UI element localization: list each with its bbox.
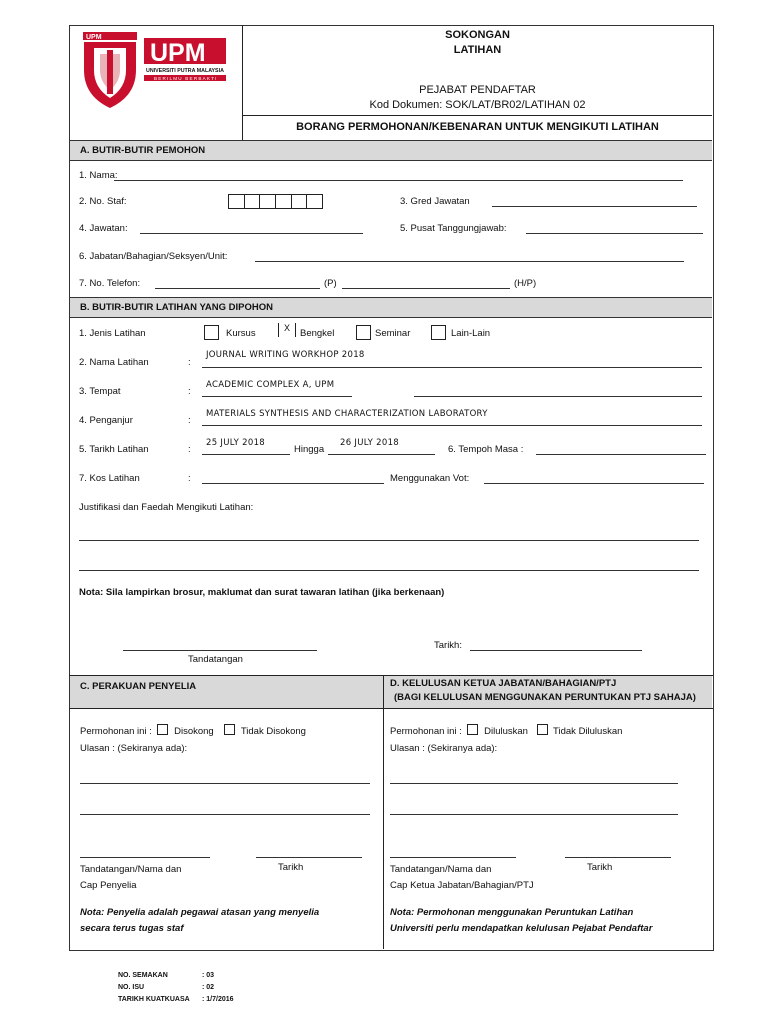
header-dept: PEJABAT PENDAFTAR [419, 84, 536, 96]
colon: : [188, 386, 191, 397]
svg-text:UNIVERSITI PUTRA MALAYSIA: UNIVERSITI PUTRA MALAYSIA [146, 68, 224, 74]
jawatan-label: 4. Jawatan: [79, 223, 128, 234]
tarikh-from-value: 25 JULY 2018 [206, 438, 265, 448]
c-sign-field[interactable] [80, 847, 210, 858]
lain-label: Lain-Lain [451, 328, 491, 339]
d-sign-label-2: Cap Ketua Jabatan/Bahagian/PTJ [390, 880, 534, 891]
tarikh2-label: Tarikh: [434, 640, 462, 651]
tandatangan-field[interactable] [123, 640, 317, 651]
c-disokong-checkbox[interactable] [157, 724, 168, 735]
hingga-label: Hingga [294, 444, 325, 455]
footer-isu-label: NO. ISU [118, 984, 145, 991]
cd-divider [383, 675, 384, 949]
tempat-label: 3. Tempat [79, 386, 121, 397]
gred-label: 3. Gred Jawatan [400, 196, 470, 207]
bengkel-label: Bengkel [300, 328, 335, 339]
form-title: BORANG PERMOHONAN/KEBENARAN UNTUK MENGIKUTI LATIHAN [296, 121, 659, 133]
svg-text:BERILMU BERBAKTI: BERILMU BERBAKTI [154, 76, 218, 81]
section-d-title-1: D. KELULUSAN KETUA JABATAN/BAHAGIAN/PTJ [390, 678, 617, 689]
no-staf-boxes[interactable] [228, 194, 323, 209]
header-hline [242, 115, 712, 116]
footer-semakan-label: NO. SEMAKAN [118, 972, 168, 979]
header-line1: SOKONGAN [445, 29, 510, 41]
svg-text:UPM: UPM [86, 34, 102, 41]
d-permohonan-label: Permohonan ini : [390, 726, 462, 737]
justifikasi-line-1[interactable] [79, 530, 699, 541]
c-ulasan-label: Ulasan : (Sekiranya ada): [80, 743, 188, 754]
kursus-checkbox[interactable] [204, 325, 219, 340]
telefon-hp-field[interactable] [342, 278, 510, 289]
gred-field[interactable] [492, 196, 697, 207]
nama-label: 1. Nama: [79, 170, 118, 181]
jabatan-field[interactable] [255, 251, 684, 262]
footer-meta [118, 970, 234, 1006]
tarikh-label: 5. Tarikh Latihan [79, 444, 149, 455]
jawatan-field[interactable] [140, 223, 363, 234]
c-tidak-disokong-checkbox[interactable] [224, 724, 235, 735]
c-tarikh-label: Tarikh [278, 862, 304, 873]
tarikh2-field[interactable] [470, 640, 642, 651]
kos-field[interactable] [202, 473, 384, 484]
d-nota-1: Nota: Permohonan menggunakan Peruntukan Latihan [390, 907, 634, 918]
c-sign-label-2: Cap Penyelia [80, 880, 137, 891]
d-date-field[interactable] [565, 847, 671, 858]
section-b-header [70, 297, 712, 318]
d-tidak-diluluskan-checkbox[interactable] [537, 724, 548, 735]
telefon-p-field[interactable] [155, 278, 320, 289]
section-b-title: B. BUTIR-BUTIR LATIHAN YANG DIPOHON [80, 302, 273, 313]
footer-tarikh-value: : 1/7/2016 [202, 996, 234, 1003]
jenis-label: 1. Jenis Latihan [79, 328, 146, 339]
upm-crest-icon [80, 30, 230, 110]
c-nota-1: Nota: Penyelia adalah pegawai atasan yang menyelia [80, 907, 320, 918]
telefon-hp-label: (H/P) [514, 278, 537, 289]
telefon-p-label: (P) [324, 278, 337, 289]
footer-isu-value: : 02 [202, 984, 215, 991]
nota-b: Nota: Sila lampirkan brosur, maklumat dan surat tawaran latihan (jika berkenaan) [79, 587, 445, 598]
d-ulasan-label: Ulasan : (Sekiranya ada): [390, 743, 498, 754]
pusat-label: 5. Pusat Tanggungjawab: [400, 223, 507, 234]
c-sign-label-1: Tandatangan/Nama dan [80, 864, 182, 875]
d-diluluskan-checkbox[interactable] [467, 724, 478, 735]
d-nota-2: Universiti perlu mendapatkan kelulusan Pejabat Pendaftar [390, 923, 653, 934]
header-doc-code: Kod Dokumen: SOK/LAT/BR02/LATIHAN 02 [369, 99, 586, 111]
jabatan-label: 6. Jabatan/Bahagian/Seksyen/Unit: [79, 251, 228, 262]
section-a-title: A. BUTIR-BUTIR PEMOHON [80, 145, 206, 156]
colon: : [188, 415, 191, 426]
kos-label: 7. Kos Latihan [79, 473, 140, 484]
header-line2: LATIHAN [453, 44, 502, 56]
tarikh-to-value: 26 JULY 2018 [340, 438, 399, 448]
section-d-title-2: (BAGI KELULUSAN MENGGUNAKAN PERUNTUKAN PTJ SAHAJA) [394, 692, 696, 703]
d-tarikh-label: Tarikh [587, 862, 613, 873]
lain-checkbox[interactable] [431, 325, 446, 340]
nama-latihan-label: 2. Nama Latihan [79, 357, 149, 368]
tempat-value: ACADEMIC COMPLEX A, UPM [206, 380, 335, 390]
d-ulasan-line-2[interactable] [390, 804, 678, 815]
upm-logo [80, 30, 230, 110]
justifikasi-line-2[interactable] [79, 560, 699, 571]
d-tidak-diluluskan-label: Tidak Diluluskan [553, 726, 623, 737]
penganjur-value: MATERIALS SYNTHESIS AND CHARACTERIZATION LABORATORY [206, 409, 488, 419]
kursus-label: Kursus [226, 328, 256, 339]
seminar-label: Seminar [375, 328, 411, 339]
c-disokong-label: Disokong [174, 726, 214, 737]
nama-latihan-value: JOURNAL WRITING WORKHOP 2018 [206, 350, 365, 360]
seminar-checkbox[interactable] [356, 325, 371, 340]
colon: : [188, 473, 191, 484]
d-ulasan-line-1[interactable] [390, 773, 678, 784]
cd-header-bottom [69, 708, 713, 709]
nama-field[interactable] [114, 170, 683, 181]
c-ulasan-line-2[interactable] [80, 804, 370, 815]
footer-tarikh-label: TARIKH KUATKUASA [118, 996, 190, 1003]
c-permohonan-label: Permohonan ini : [80, 726, 152, 737]
c-date-field[interactable] [256, 847, 362, 858]
penganjur-label: 4. Penganjur [79, 415, 133, 426]
section-a-header [70, 140, 712, 161]
justifikasi-label: Justifikasi dan Faedah Mengikuti Latihan: [79, 502, 254, 513]
telefon-label: 7. No. Telefon: [79, 278, 141, 289]
section-c-title: C. PERAKUAN PENYELIA [80, 681, 197, 692]
d-sign-label-1: Tandatangan/Nama dan [390, 864, 492, 875]
no-staf-label: 2. No. Staf: [79, 196, 127, 207]
colon: : [188, 444, 191, 455]
c-ulasan-line-1[interactable] [80, 773, 370, 784]
bengkel-checkbox[interactable]: X [278, 323, 296, 337]
tandatangan-label: Tandatangan [188, 654, 243, 665]
tempoh-label: 6. Tempoh Masa : [448, 444, 524, 455]
c-tidak-disokong-label: Tidak Disokong [240, 726, 306, 737]
tempat-field-2[interactable] [414, 386, 702, 397]
tempoh-field[interactable] [536, 444, 706, 455]
c-nota-2: secara terus tugas staf [80, 923, 184, 934]
d-sign-field[interactable] [390, 847, 516, 858]
pusat-field[interactable] [526, 223, 703, 234]
vot-field[interactable] [484, 473, 704, 484]
svg-text:UPM: UPM [150, 39, 206, 67]
colon: : [188, 357, 191, 368]
vot-label: Menggunakan Vot: [390, 473, 470, 484]
footer-semakan-value: : 03 [202, 972, 215, 979]
d-diluluskan-label: Diluluskan [484, 726, 528, 737]
